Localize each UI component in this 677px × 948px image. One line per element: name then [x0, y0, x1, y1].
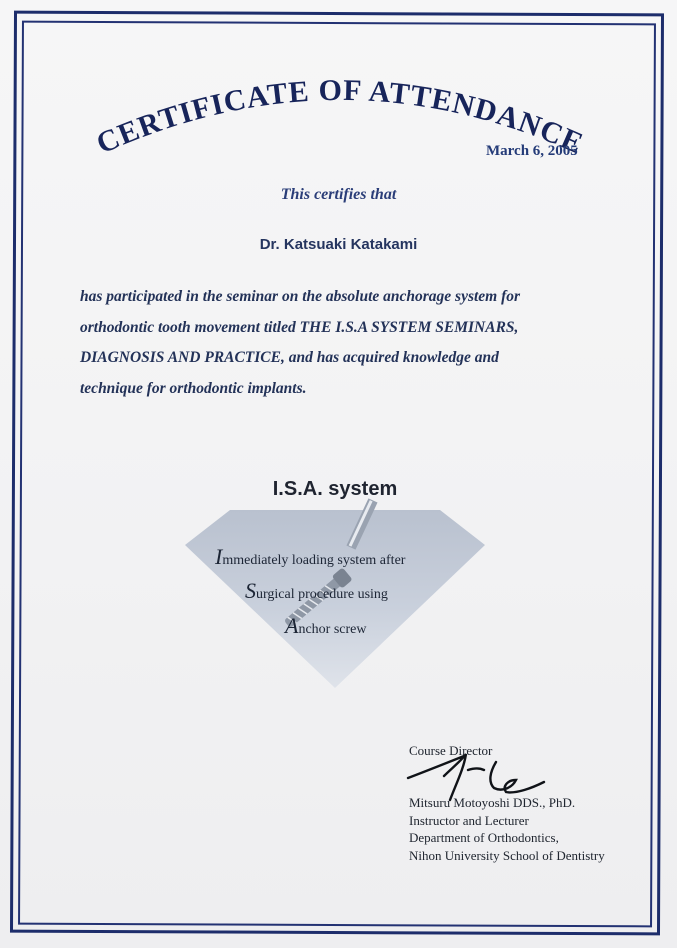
- body-line: orthodontic tooth movement titled THE I.S.A SYSTEM SEMINARS,: [80, 318, 519, 336]
- body-line: technique for orthodontic implants.: [80, 379, 307, 397]
- isa-line-text: urgical procedure using: [256, 587, 388, 602]
- isa-logo: [185, 470, 485, 690]
- certifies-line: This certifies that: [280, 186, 397, 203]
- signatory-position: Instructor and Lecturer: [409, 812, 529, 828]
- isa-initial: I: [215, 544, 223, 569]
- isa-line-text: mmediately loading system after: [222, 553, 406, 568]
- certificate-date: March 6, 2005: [486, 143, 578, 159]
- isa-line-text: nchor screw: [298, 622, 367, 637]
- isa-title: I.S.A. system: [272, 478, 398, 500]
- body-line: DIAGNOSIS AND PRACTICE, and has acquired knowledge and: [80, 349, 499, 366]
- certificate-body: [80, 282, 620, 404]
- isa-line-immediately: [215, 544, 405, 570]
- isa-initial: S: [245, 578, 256, 603]
- signatory-role: Course Director: [409, 743, 493, 758]
- isa-line-surgical: [245, 578, 388, 604]
- isa-initial: A: [285, 613, 299, 638]
- signatory-department: Department of Orthodontics,: [409, 830, 559, 845]
- title-text: CERTIFICATE OF ATTENDANCE: [91, 73, 589, 161]
- signatory-institution: Nihon University School of Dentistry: [409, 847, 605, 863]
- isa-line-anchor: [285, 613, 366, 639]
- recipient-name: Dr. Katsuaki Katakami: [259, 236, 418, 253]
- body-line: has participated in the seminar on the absolute anchorage system for: [80, 288, 521, 305]
- signatory-details: [409, 794, 605, 864]
- signatory-name: Mitsuru Motoyoshi DDS., PhD.: [409, 795, 576, 810]
